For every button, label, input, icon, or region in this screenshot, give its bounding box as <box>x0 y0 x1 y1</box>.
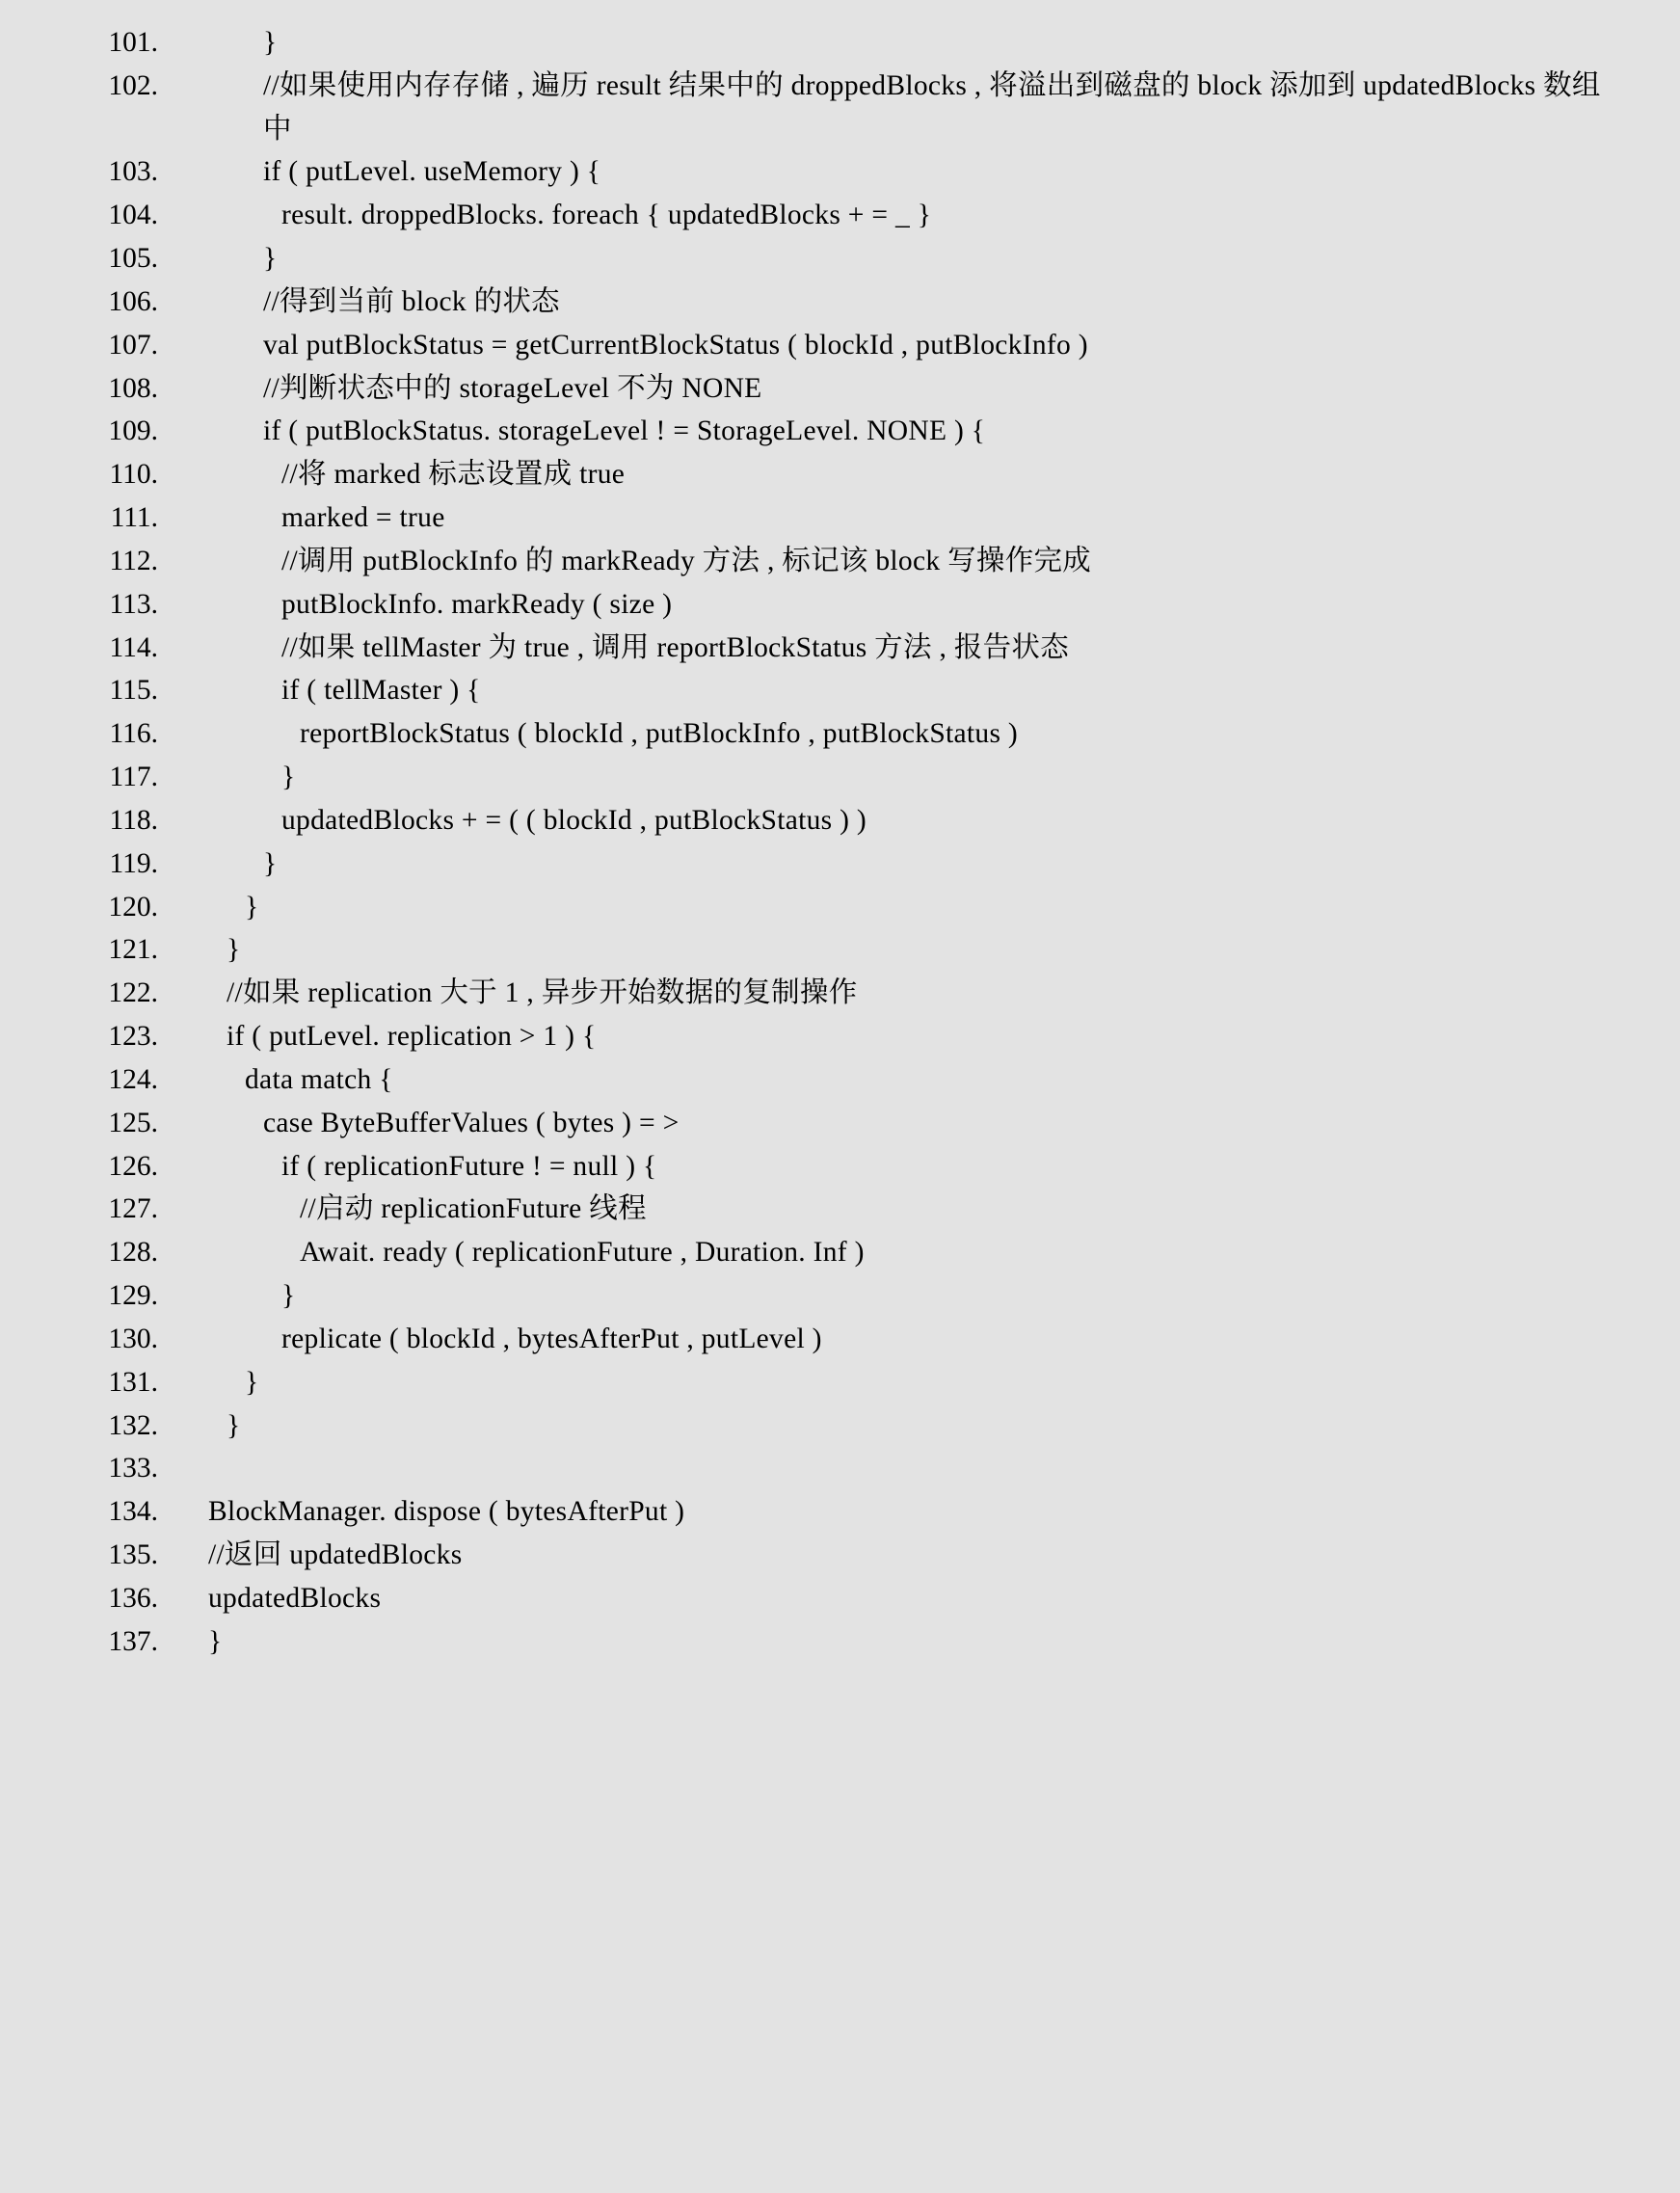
line-text: } <box>245 1366 259 1398</box>
line-number: 123. <box>108 1021 158 1053</box>
line-text: putBlockInfo. markReady ( size ) <box>281 588 673 620</box>
line-number: 117. <box>109 762 158 793</box>
code-line <box>58 627 1622 670</box>
line-number: 115. <box>109 675 158 707</box>
code-line <box>58 150 1622 194</box>
code-line <box>58 540 1622 583</box>
code-line <box>58 1231 1622 1274</box>
code-line <box>58 1102 1622 1145</box>
line-number: 118. <box>109 804 158 836</box>
code-line <box>58 1620 1622 1664</box>
code-line <box>58 1404 1622 1448</box>
code-line <box>58 886 1622 929</box>
line-text: Await. ready ( replicationFuture , Duration. Inf ) <box>300 1237 865 1269</box>
line-number: 111. <box>110 502 158 534</box>
code-line <box>58 756 1622 799</box>
line-number: 122. <box>108 977 158 1009</box>
line-number: 126. <box>108 1150 158 1182</box>
code-line <box>58 1188 1622 1231</box>
line-text: } <box>227 934 241 966</box>
line-number: 131. <box>108 1366 158 1398</box>
code-line <box>58 281 1622 324</box>
line-text: } <box>245 891 259 923</box>
line-text: //如果 tellMaster 为 true , 调用 reportBlockStatus 方法 , 报告状态 <box>281 631 1070 663</box>
line-number: 112. <box>109 545 158 576</box>
code-line <box>58 1577 1622 1620</box>
code-line <box>58 972 1622 1015</box>
line-number: 133. <box>108 1453 158 1484</box>
line-text: if ( putLevel. replication > 1 ) { <box>227 1021 597 1053</box>
line-text: } <box>227 1409 241 1441</box>
line-text: } <box>281 762 296 793</box>
line-number: 110. <box>109 459 158 491</box>
line-number: 130. <box>108 1323 158 1354</box>
code-line <box>58 453 1622 496</box>
line-text: result. droppedBlocks. foreach { updatedBlocks + = _ } <box>281 200 932 231</box>
line-text: updatedBlocks <box>208 1582 382 1614</box>
code-listing <box>58 21 1622 1663</box>
line-number: 128. <box>108 1237 158 1269</box>
line-text: //判断状态中的 storageLevel 不为 NONE <box>263 372 762 404</box>
line-text: if ( putBlockStatus. storageLevel ! = StorageLevel. NONE ) { <box>263 415 986 447</box>
line-text: val putBlockStatus = getCurrentBlockStatus ( blockId , putBlockInfo ) <box>263 329 1088 361</box>
code-line <box>58 842 1622 886</box>
line-number: 105. <box>108 243 158 275</box>
code-line <box>58 21 1622 65</box>
code-line <box>58 496 1622 540</box>
code-line <box>58 1015 1622 1058</box>
line-number: 121. <box>108 934 158 966</box>
line-text: //返回 updatedBlocks <box>208 1538 463 1570</box>
line-number: 125. <box>108 1107 158 1138</box>
code-line <box>58 194 1622 237</box>
code-line <box>58 1145 1622 1189</box>
code-line <box>58 1274 1622 1318</box>
line-text: if ( putLevel. useMemory ) { <box>263 156 601 188</box>
line-text: if ( replicationFuture ! = null ) { <box>281 1150 657 1182</box>
code-line <box>58 367 1622 411</box>
line-text: //如果使用内存存储 , 遍历 result 结果中的 droppedBlocks , 将溢出到磁盘的 block 添加到 updatedBlocks 数组中 <box>263 69 1601 145</box>
line-number: 120. <box>108 891 158 923</box>
code-line <box>58 237 1622 281</box>
line-text: case ByteBufferValues ( bytes ) = > <box>263 1107 680 1138</box>
line-text: //将 marked 标志设置成 true <box>281 459 626 491</box>
code-line <box>58 1447 1622 1490</box>
line-text: } <box>263 27 278 58</box>
line-text: //得到当前 block 的状态 <box>263 285 560 317</box>
code-line <box>58 799 1622 842</box>
code-line <box>58 1534 1622 1577</box>
code-line <box>58 65 1622 151</box>
line-number: 116. <box>109 718 158 750</box>
code-line <box>58 669 1622 712</box>
line-text: replicate ( blockId , bytesAfterPut , putLevel ) <box>281 1323 822 1354</box>
line-number: 127. <box>108 1193 158 1225</box>
line-text: if ( tellMaster ) { <box>281 675 481 707</box>
code-line <box>58 1318 1622 1361</box>
line-text: reportBlockStatus ( blockId , putBlockInfo , putBlockStatus ) <box>300 718 1019 750</box>
line-number: 102. <box>108 69 158 101</box>
line-text: //启动 replicationFuture 线程 <box>300 1193 647 1225</box>
line-number: 104. <box>108 200 158 231</box>
code-line <box>58 712 1622 756</box>
code-line <box>58 324 1622 367</box>
line-text: } <box>263 243 278 275</box>
line-number: 119. <box>109 847 158 879</box>
line-number: 134. <box>108 1496 158 1528</box>
line-text: //调用 putBlockInfo 的 markReady 方法 , 标记该 block 写操作完成 <box>281 545 1092 576</box>
line-number: 107. <box>108 329 158 361</box>
line-text: BlockManager. dispose ( bytesAfterPut ) <box>208 1496 685 1528</box>
code-line <box>58 1361 1622 1404</box>
code-line <box>58 410 1622 453</box>
line-number: 109. <box>108 415 158 447</box>
line-text: } <box>208 1625 223 1657</box>
line-number: 124. <box>108 1063 158 1095</box>
line-number: 136. <box>108 1582 158 1614</box>
line-number: 103. <box>108 156 158 188</box>
code-line <box>58 1490 1622 1534</box>
code-line <box>58 583 1622 627</box>
line-number: 129. <box>108 1280 158 1312</box>
line-text: } <box>281 1280 296 1312</box>
code-line <box>58 928 1622 972</box>
line-number: 106. <box>108 285 158 317</box>
line-number: 137. <box>108 1625 158 1657</box>
line-number: 135. <box>108 1538 158 1570</box>
line-text: } <box>263 847 278 879</box>
line-text: data match { <box>245 1063 393 1095</box>
line-text: updatedBlocks + = ( ( blockId , putBlockStatus ) ) <box>281 804 867 836</box>
line-number: 132. <box>108 1409 158 1441</box>
line-number: 113. <box>109 588 158 620</box>
line-text: marked = true <box>281 502 445 534</box>
line-number: 108. <box>108 372 158 404</box>
line-text: //如果 replication 大于 1 , 异步开始数据的复制操作 <box>227 977 858 1009</box>
line-number: 101. <box>108 27 158 58</box>
code-line <box>58 1058 1622 1102</box>
line-number: 114. <box>109 631 158 663</box>
